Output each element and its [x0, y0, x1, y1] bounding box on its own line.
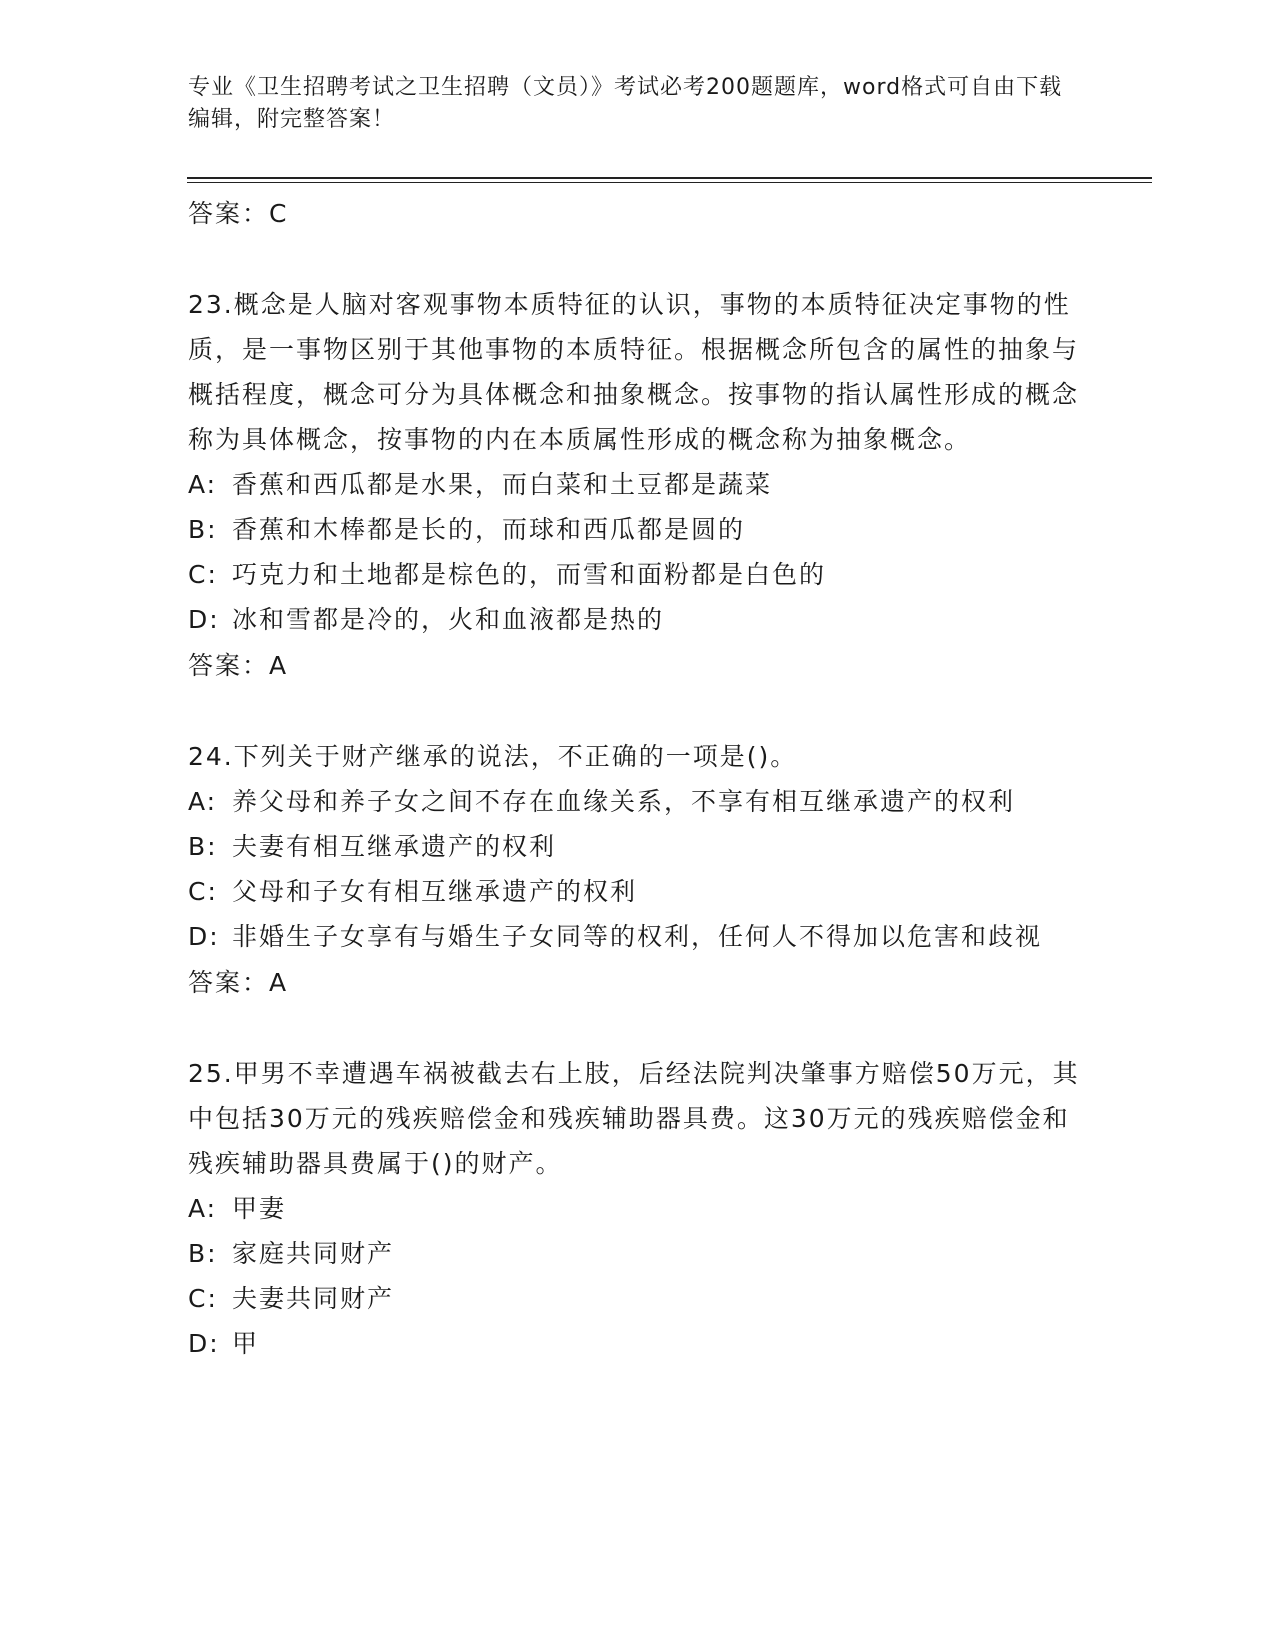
answer-line: 答案：A — [188, 968, 289, 997]
option-text: 夫妻共同财产 — [232, 1284, 395, 1313]
question-24 — [188, 734, 1088, 1006]
question-content — [188, 186, 1088, 1366]
option-key: A: — [188, 1194, 218, 1223]
option-key: C: — [188, 877, 218, 906]
option-c — [188, 1276, 1088, 1321]
question-text: 下列关于财产继承的说法，不正确的一项是()。 — [233, 742, 798, 771]
option-c — [188, 552, 1088, 597]
page-header: 专业《卫生招聘考试之卫生招聘（文员）》考试必考200题题库，word格式可自由下载编辑，附完整答案！ — [188, 75, 1063, 132]
option-text: 巧克力和土地都是棕色的，而雪和面粉都是白色的 — [232, 560, 827, 589]
question-stem — [188, 1051, 1088, 1186]
option-key: B: — [188, 1239, 218, 1268]
option-key: A: — [188, 470, 218, 499]
option-b — [188, 507, 1088, 552]
option-text: 非婚生子女享有与婚生子女同等的权利，任何人不得加以危害和歧视 — [232, 922, 1043, 951]
question-stem — [188, 282, 1088, 462]
option-key: D: — [188, 605, 220, 634]
option-key: A: — [188, 787, 218, 816]
question-text: 甲男不幸遭遇车祸被截去右上肢，后经法院判决肇事方赔偿50万元，其中包括30万元的残疾赔偿金和残疾辅助器具费。这30万元的残疾赔偿金和残疾辅助器具费属于()的财产。 — [188, 1059, 1080, 1178]
question-number: 24. — [188, 742, 234, 771]
option-text: 夫妻有相互继承遗产的权利 — [232, 832, 557, 861]
option-d — [188, 914, 1088, 959]
header-rule-thick — [187, 177, 1152, 179]
option-d — [188, 1321, 1088, 1366]
option-text: 香蕉和西瓜都是水果，而白菜和土豆都是蔬菜 — [232, 470, 773, 499]
option-b — [188, 824, 1088, 869]
option-key: B: — [188, 515, 218, 544]
question-text: 概念是人脑对客观事物本质特征的认识，事物的本质特征决定事物的性质，是一事物区别于其他事物的本质特征。根据概念所包含的属性的抽象与概括程度，概念可分为具体概念和抽象概念。按事物的指认属性形成的概念称为具体概念，按事物的内在本质属性形成的概念称为抽象概念。 — [188, 290, 1080, 454]
option-d — [188, 597, 1088, 642]
option-a — [188, 779, 1088, 824]
header-rule-thin — [187, 182, 1152, 183]
option-key: D: — [188, 922, 220, 951]
option-key: C: — [188, 560, 218, 589]
option-text: 家庭共同财产 — [232, 1239, 395, 1268]
option-b — [188, 1231, 1088, 1276]
option-a — [188, 1186, 1088, 1231]
option-a — [188, 462, 1088, 507]
question-number: 25. — [188, 1059, 234, 1088]
question-number: 23. — [188, 290, 234, 319]
answer-line: 答案：A — [188, 651, 289, 680]
option-key: C: — [188, 1284, 218, 1313]
option-text: 香蕉和木棒都是长的，而球和西瓜都是圆的 — [232, 515, 746, 544]
option-text: 冰和雪都是冷的，火和血液都是热的 — [232, 605, 665, 634]
option-text: 甲 — [232, 1329, 260, 1358]
question-25 — [188, 1051, 1088, 1366]
answer-line: 答案：C — [188, 199, 289, 228]
question-stem — [188, 734, 1088, 779]
question-23 — [188, 282, 1088, 689]
option-text: 甲妻 — [232, 1194, 287, 1223]
option-c — [188, 869, 1088, 914]
option-text: 养父母和养子女之间不存在血缘关系，不享有相互继承遗产的权利 — [232, 787, 1016, 816]
option-key: D: — [188, 1329, 220, 1358]
option-text: 父母和子女有相互继承遗产的权利 — [232, 877, 638, 906]
option-key: B: — [188, 832, 218, 861]
